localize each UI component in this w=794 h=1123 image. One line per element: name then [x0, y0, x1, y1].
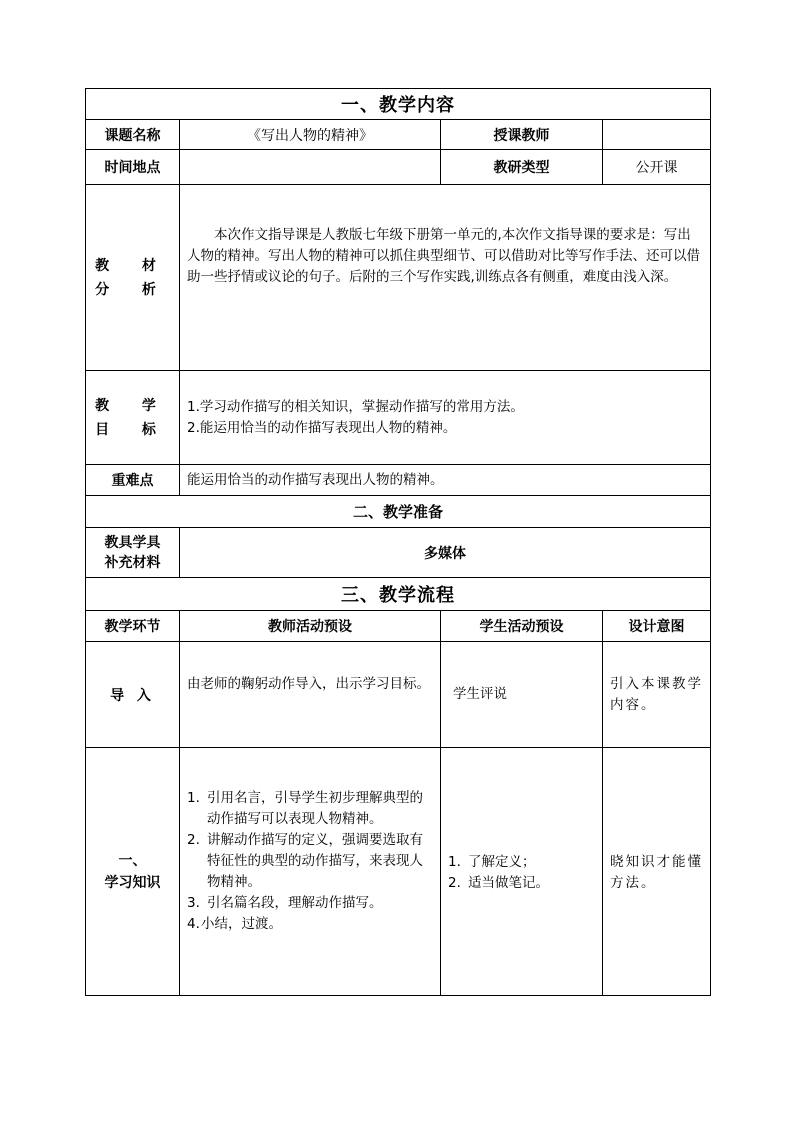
- list-item-text: 引名篇名段，理解动作描写。: [207, 895, 383, 911]
- list-item-text: 讲解动作描写的定义，强调要选取有特征性的典型的动作描写，来表现人物精神。: [207, 832, 423, 890]
- list-item-number: 2.: [448, 875, 461, 891]
- goals-cell: [180, 371, 711, 465]
- teacher-value: [603, 120, 711, 150]
- learn-stage-line2: 学习知识: [104, 874, 161, 891]
- list-item: [187, 893, 434, 914]
- intro-student-text: 学生评说: [453, 686, 507, 702]
- tools-label: [86, 528, 180, 578]
- analysis-label-line2: 分 析: [95, 281, 170, 298]
- analysis-label-line1: 教 材: [95, 257, 170, 274]
- analysis-label: [86, 185, 180, 371]
- goals-label-line2: 目 标: [95, 421, 170, 438]
- topic-value: 《写出人物的精神》: [180, 120, 441, 150]
- section2-title: 二、教学准备: [86, 496, 711, 528]
- list-item: [187, 830, 434, 893]
- analysis-row: [86, 185, 711, 371]
- list-item-number: 1.: [448, 854, 461, 870]
- intro-intent-text: 引入本课教学内容。: [610, 676, 703, 713]
- key-label: 重难点: [86, 465, 180, 496]
- list-item-number: 1.: [187, 790, 200, 806]
- goals-row: [86, 371, 711, 465]
- section2-title-row: [86, 496, 711, 528]
- tools-row: [86, 528, 711, 578]
- learn-student-list: [441, 852, 602, 894]
- list-item: [187, 914, 434, 935]
- section1-title-row: [86, 89, 711, 120]
- learn-student-cell: [441, 748, 603, 996]
- topic-label: 课题名称: [86, 120, 180, 150]
- intro-student-cell: [441, 642, 603, 748]
- type-label: 教研类型: [441, 150, 603, 185]
- goal-item: 1.学习动作描写的相关知识，掌握动作描写的常用方法。: [187, 399, 524, 415]
- intro-intent-cell: [603, 642, 711, 748]
- process-row-intro: [86, 642, 711, 748]
- list-item-number: 3.: [187, 895, 200, 911]
- section3-title: 三、教学流程: [86, 578, 711, 611]
- section3-title-row: [86, 578, 711, 611]
- goals-label-line1: 教 学: [95, 397, 170, 414]
- process-row-learn: [86, 748, 711, 996]
- section1-title: 一、教学内容: [86, 89, 711, 120]
- list-item-number: 2.: [187, 832, 200, 848]
- analysis-text: 本次作文指导课是人教版七年级下册第一单元的,本次作文指导课的要求是：写出人物的精神。写出人物的精神可以抓住典型细节、可以借助对比等写作手法、还可以借助一些抒情或议论的句子。后附的三个写作实践,训练点各有侧重，难度由浅入深。: [187, 227, 700, 285]
- key-text: 能运用恰当的动作描写表现出人物的精神。: [180, 465, 711, 496]
- list-item-number: 4.: [187, 916, 200, 932]
- list-item: [448, 852, 596, 873]
- header-student: 学生活动预设: [441, 611, 603, 642]
- list-item-text: 引用名言，引导学生初步理解典型的动作描写可以表现人物精神。: [207, 790, 423, 827]
- lesson-plan-table: [85, 88, 711, 996]
- topic-row: [86, 120, 711, 150]
- header-teacher: 教师活动预设: [180, 611, 441, 642]
- goal-item: 2.能运用恰当的动作描写表现出人物的精神。: [187, 420, 457, 436]
- tools-label-line1: 教具学具: [104, 534, 161, 551]
- list-item-text: 了解定义；: [468, 854, 536, 870]
- type-value: 公开课: [603, 150, 711, 185]
- learn-teacher-cell: [180, 748, 441, 996]
- list-item-text: 小结，过渡。: [201, 916, 282, 932]
- intro-teacher-cell: [180, 642, 441, 748]
- time-row: [86, 150, 711, 185]
- key-row: [86, 465, 711, 496]
- teacher-label: 授课教师: [441, 120, 603, 150]
- learn-stage-line1: 一、: [118, 852, 147, 869]
- intro-stage: 导 入: [86, 642, 180, 748]
- list-item: [448, 873, 596, 894]
- time-value: [180, 150, 441, 185]
- process-header-row: [86, 611, 711, 642]
- list-item-text: 适当做笔记。: [468, 875, 549, 891]
- goals-label: [86, 371, 180, 465]
- header-intent: 设计意图: [603, 611, 711, 642]
- time-label: 时间地点: [86, 150, 180, 185]
- header-stage: 教学环节: [86, 611, 180, 642]
- list-item: [187, 788, 434, 830]
- learn-teacher-list: [180, 788, 440, 935]
- analysis-cell: [180, 185, 711, 371]
- intro-teacher-text: 由老师的鞠躬动作导入，出示学习目标。: [187, 676, 430, 692]
- learn-stage: [86, 748, 180, 996]
- tools-label-line2: 补充材料: [104, 554, 161, 571]
- learn-intent-cell: [603, 748, 711, 996]
- learn-intent-text: 晓知识才能懂方法。: [610, 854, 703, 891]
- lesson-plan-document: [85, 88, 710, 996]
- tools-value: 多媒体: [180, 528, 711, 578]
